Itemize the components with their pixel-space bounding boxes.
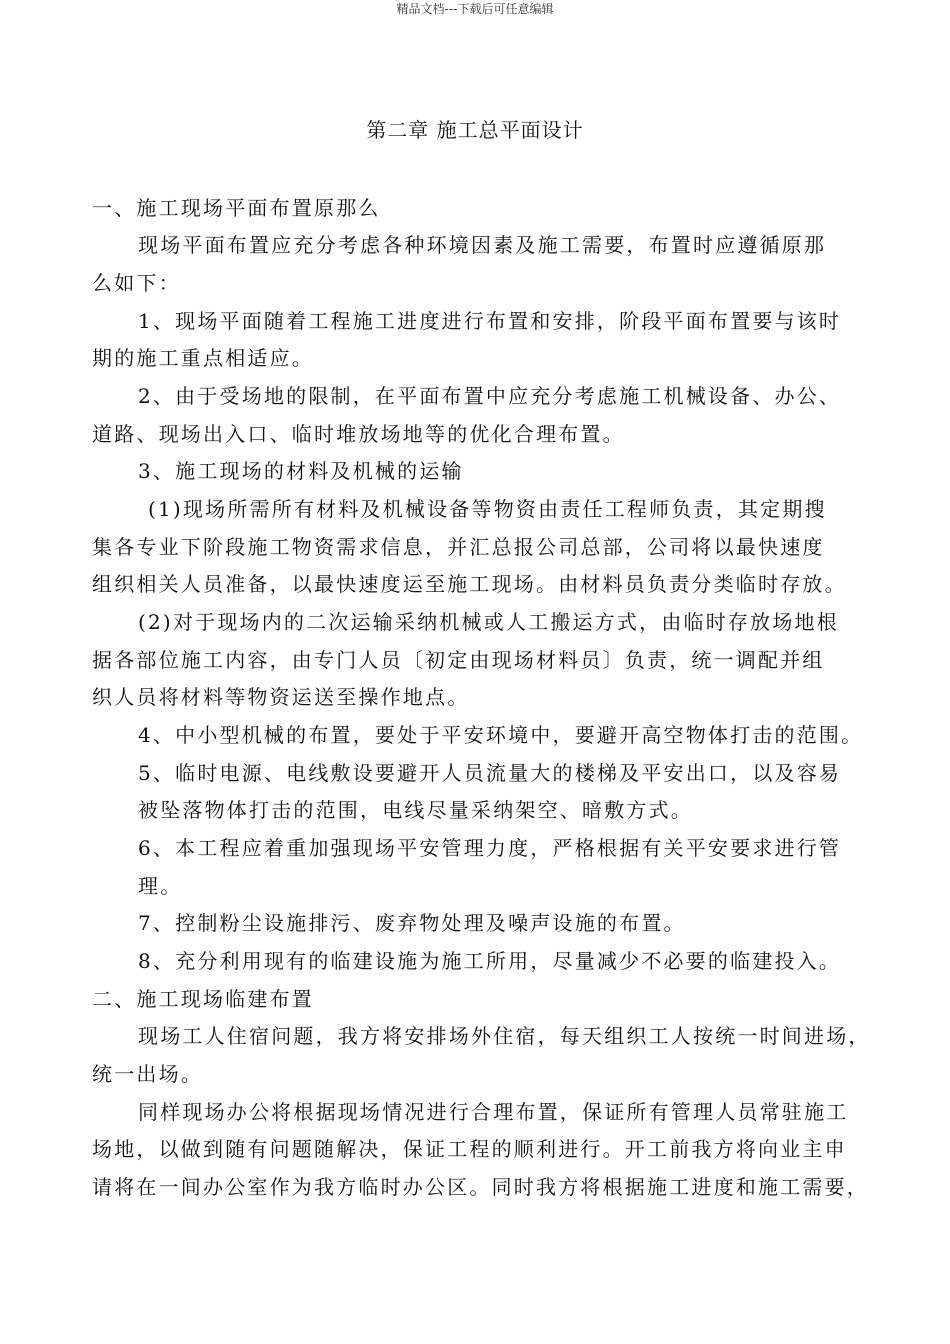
list-item-5: 5、临时电源、电线敷设要避开人员流量大的楼梯及平安出口，以及容易 (138, 761, 842, 785)
page-header: 精品文档---下载后可任意编辑 (396, 2, 554, 16)
paragraph-line: 据各部位施工内容，由专门人员〔初定由现场材料员〕负责，统一调配并组 (92, 648, 825, 672)
sub-item-2: (2)对于现场内的二次运输采纳机械或人工搬运方式，由临时存放场地根 (138, 610, 839, 634)
list-item-4: 4、中小型机械的布置，要处于平安环境中，要避开高空物体打击的范围。 (138, 723, 864, 747)
paragraph-line: 现场工人住宿问题，我方将安排场外住宿，每天组织工人按统一时间进场， (138, 1024, 871, 1048)
paragraph-line: 请将在一间办公室作为我方临时办公区。同时我方将根据施工进度和施工需要， (92, 1175, 869, 1199)
paragraph-line: 组织相关人员准备，以最快速度运至施工现场。由材料员负责分类临时存放。 (92, 572, 847, 596)
paragraph-line: 织人员将材料等物资运送至操作地点。 (92, 685, 470, 709)
list-item-6: 6、本工程应着重加强现场平安管理力度，严格根据有关平安要求进行管 (138, 836, 842, 860)
paragraph-line: 集各专业下阶段施工物资需求信息，并汇总报公司总部，公司将以最快速度 (92, 535, 825, 559)
paragraph-line: 现场平面布置应充分考虑各种环境因素及施工需要，布置时应遵循原那 (138, 233, 827, 257)
paragraph-line: 场地，以做到随有问题随解决，保证工程的顺利进行。开工前我方将向业主申 (92, 1137, 847, 1161)
list-item-8: 8、充分利用现有的临建设施为施工所用，尽量减少不必要的临建投入。 (138, 949, 842, 973)
section-heading-2: 二、施工现场临建布置 (92, 987, 314, 1011)
section-heading-1: 一、施工现场平面布置原那么 (92, 196, 381, 220)
paragraph-line: 期的施工重点相适应。 (92, 346, 314, 370)
paragraph-line: 理。 (138, 874, 183, 898)
paragraph-line: 么如下： (92, 271, 181, 295)
chapter-title: 第二章 施工总平面设计 (366, 118, 584, 142)
list-item-1: 1、现场平面随着工程施工进度进行布置和安排，阶段平面布置要与该时 (138, 309, 842, 333)
paragraph-line: 道路、现场出入口、临时堆放场地等的优化合理布置。 (92, 422, 625, 446)
list-item-7: 7、控制粉尘设施排污、废弃物处理及噪声设施的布置。 (138, 911, 686, 935)
paragraph-line: 被坠落物体打击的范围，电线尽量采纳架空、暗敷方式。 (138, 798, 693, 822)
paragraph-line: 同样现场办公将根据现场情况进行合理布置，保证所有管理人员常驻施工 (138, 1100, 849, 1124)
sub-item-1: (1)现场所需所有材料及机械设备等物资由责任工程师负责，其定期搜 (148, 497, 827, 521)
list-item-3: 3、施工现场的材料及机械的运输 (138, 459, 464, 483)
list-item-2: 2、由于受场地的限制，在平面布置中应充分考虑施工机械设备、办公、 (138, 384, 842, 408)
paragraph-line: 统一出场。 (92, 1062, 203, 1086)
